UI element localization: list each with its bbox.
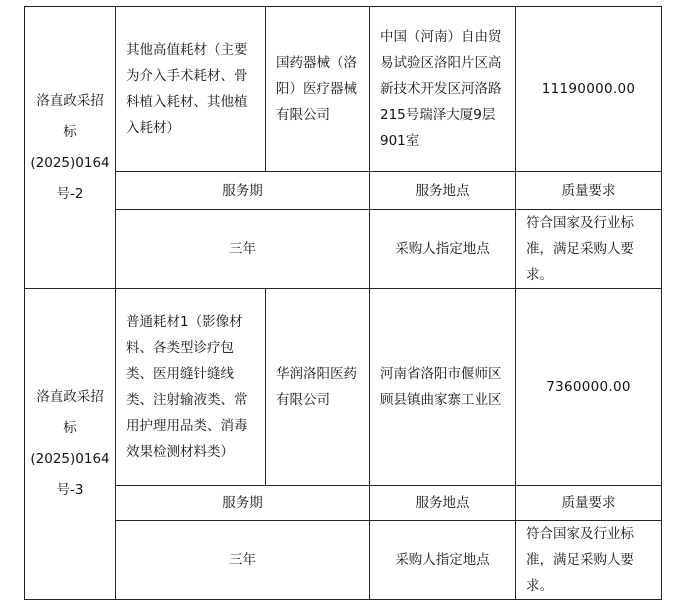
project-id-line: 标 [63, 420, 77, 436]
amount-cell: 7360000.00 [516, 289, 662, 486]
supplier-address-cell: 中国（河南）自由贸易试验区洛阳片区高新技术开发区河洛路215号瑞泽大厦9层901室 [370, 7, 516, 172]
supplier-cell: 国药器械（洛阳）医疗器械有限公司 [266, 7, 370, 172]
quality-value: 符合国家及行业标准，满足采购人要求。 [516, 210, 662, 289]
project-id-line: 号-3 [56, 482, 84, 498]
service-period-header: 服务期 [116, 486, 370, 521]
service-period-value: 三年 [116, 521, 370, 600]
quality-header: 质量要求 [516, 486, 662, 521]
project-id-line: (2025)0164 [30, 451, 110, 467]
table-row [25, 486, 662, 521]
award-table [24, 6, 662, 600]
table-row [25, 210, 662, 289]
item-name-cell: 普通耗材1（影像材料、各类型诊疗包类、医用缝针缝线类、注射输液类、常用护理用品类、消毒效果检测材料类） [116, 289, 266, 486]
amount-cell: 11190000.00 [516, 7, 662, 172]
project-id-cell [25, 289, 116, 600]
project-id-line: 号-2 [56, 185, 84, 202]
supplier-cell: 华润洛阳医药有限公司 [266, 289, 370, 486]
quality-header: 质量要求 [516, 172, 662, 210]
item-name-cell: 其他高值耗材（主要为介入手术耗材、骨科植入耗材、其他植入耗材） [116, 7, 266, 172]
table-row [25, 172, 662, 210]
service-period-value: 三年 [116, 210, 370, 289]
service-location-header: 服务地点 [370, 486, 516, 521]
quality-value: 符合国家及行业标准，满足采购人要求。 [516, 521, 662, 600]
table-row [25, 7, 662, 172]
project-id-cell [25, 7, 116, 289]
project-id-line: 洛直政采招 [36, 389, 104, 405]
project-id-line: 标 [63, 123, 77, 140]
project-id-line: 洛直政采招 [36, 92, 104, 109]
service-location-value: 采购人指定地点 [370, 521, 516, 600]
service-location-header: 服务地点 [370, 172, 516, 210]
table-row [25, 521, 662, 600]
supplier-address-cell: 河南省洛阳市偃师区顾县镇曲家寨工业区 [370, 289, 516, 486]
table-wrapper [24, 6, 662, 600]
service-period-header: 服务期 [116, 172, 370, 210]
table-row [25, 289, 662, 486]
service-location-value: 采购人指定地点 [370, 210, 516, 289]
project-id-line: (2025)0164 [30, 154, 110, 171]
